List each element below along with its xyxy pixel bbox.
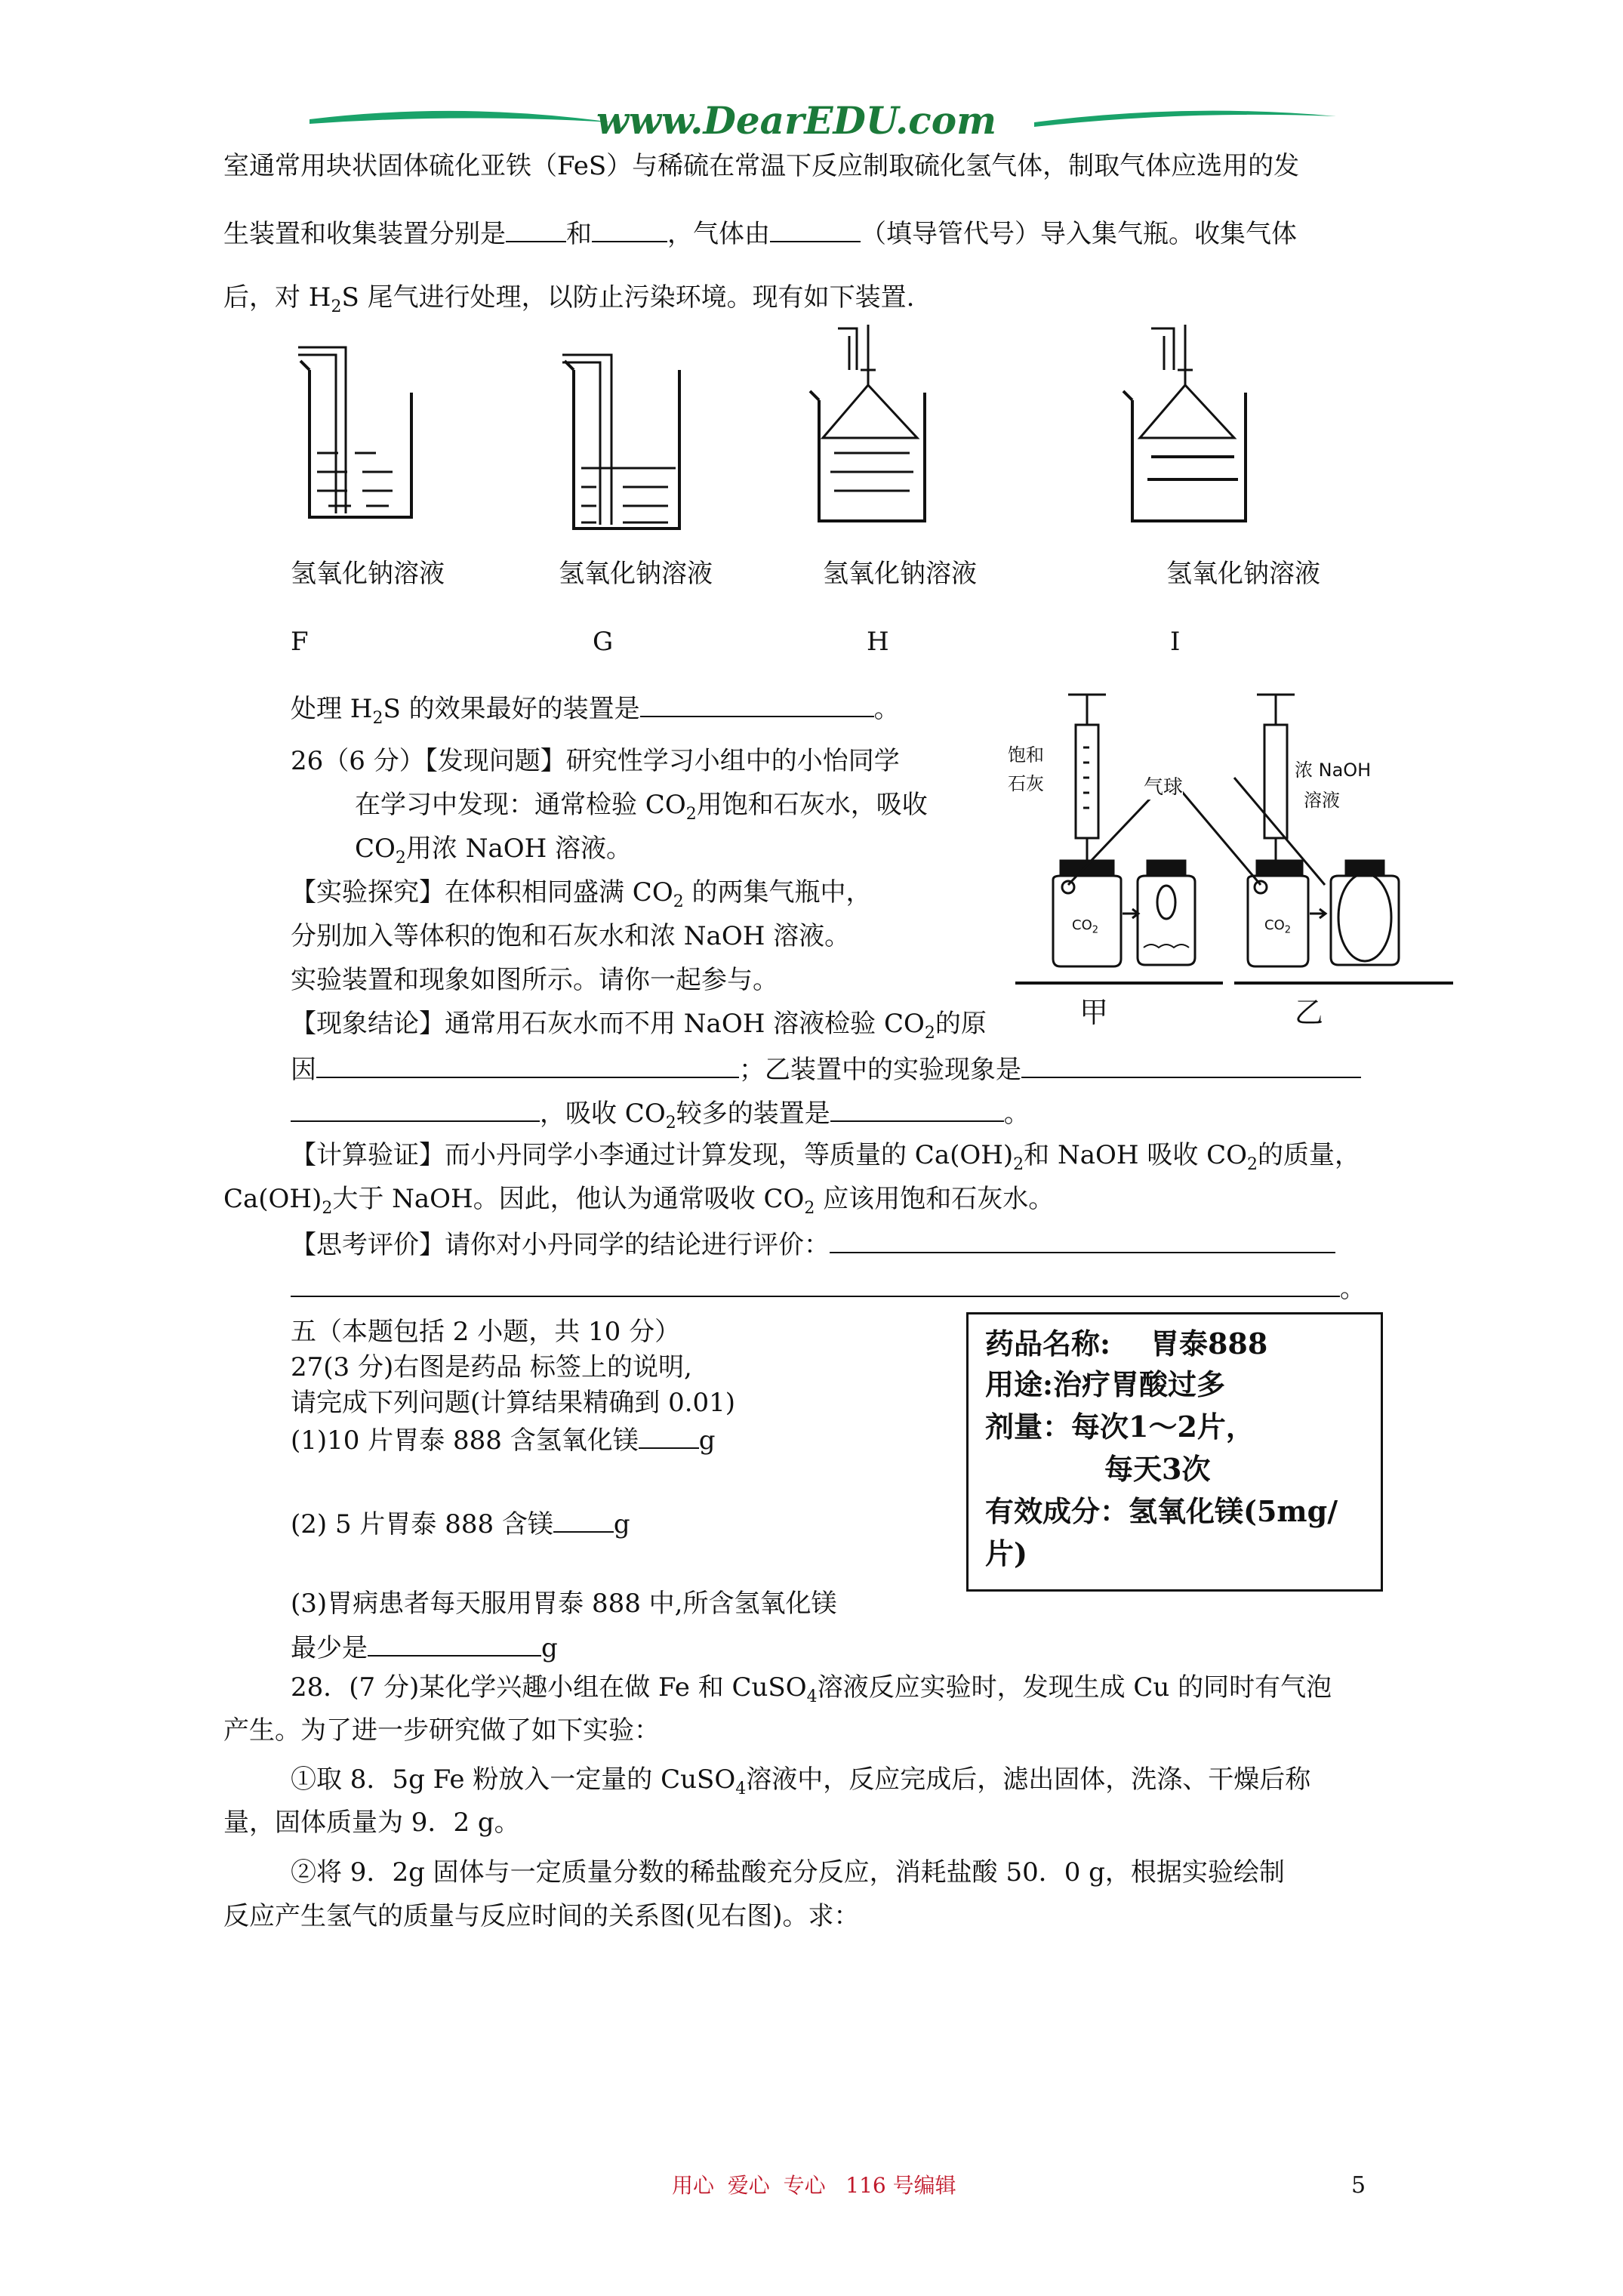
q26-line-3 <box>355 834 633 868</box>
q26-text: 用浓 NaOH 溶液。 <box>405 834 633 864</box>
q26-text: 在学习中发现：通常检验 CO <box>355 790 686 820</box>
answer-blank[interactable] <box>316 1052 739 1078</box>
apparatus-i-icon <box>1123 325 1246 521</box>
q26-line-13 <box>291 1271 1366 1304</box>
q26-line-8 <box>291 1052 1361 1085</box>
answer-blank[interactable] <box>291 1271 1340 1297</box>
apparatus-letter-g: G <box>593 627 614 657</box>
apparatus-figure <box>294 325 1366 536</box>
q27-line-6 <box>291 1631 558 1663</box>
subscript: 2 <box>1013 1154 1024 1174</box>
q26-line-1: 26（6 分）【发现问题】研究性学习小组中的小怡同学 <box>291 746 900 776</box>
fig-label-naoh: 浓 NaOH <box>1295 760 1372 781</box>
answer-blank[interactable] <box>553 1507 614 1533</box>
apparatus-letter-i: I <box>1170 627 1181 657</box>
q26-text: 因 <box>291 1055 316 1085</box>
q25-text: 和 <box>566 219 592 249</box>
subscript: 2 <box>673 892 684 911</box>
q28-text: 溶液反应实验时，发现生成 Cu 的同时有气泡 <box>817 1672 1332 1703</box>
q26-line-12 <box>291 1228 1335 1260</box>
q27-line-1: 27(3 分)右图是药品 标签上的说明, <box>291 1352 692 1382</box>
q27-text: (2) 5 片胃泰 888 含镁 <box>291 1509 553 1539</box>
q26-text: 【现象结论】通常用石灰水而不用 NaOH 溶液检验 CO <box>291 1009 925 1039</box>
co2-text: CO <box>1072 917 1092 933</box>
q28-text: 28．(7 分)某化学兴趣小组在做 Fe 和 CuSO <box>291 1672 807 1703</box>
answer-blank[interactable] <box>291 1096 540 1122</box>
q26-line-10 <box>291 1140 1361 1174</box>
q26-text: 和 NaOH 吸收 CO <box>1024 1140 1248 1170</box>
label-use: 用途:治疗胃酸过多 <box>985 1367 1226 1401</box>
subscript: 2 <box>685 804 697 824</box>
fig-label-saturated: 饱和 <box>1008 744 1044 766</box>
q28-line-6: 反应产生氢气的质量与反应时间的关系图(见右图)。求： <box>223 1901 860 1931</box>
q27-text: 最少是 <box>291 1633 368 1663</box>
subscript: 2 <box>331 297 342 316</box>
q25-text: 生装置和收集装置分别是 <box>223 219 506 249</box>
q25-text: ，气体由 <box>667 219 770 249</box>
q25-text: 后，对 H <box>223 282 331 313</box>
q26-line-6: 实验装置和现象如图所示。请你一起参与。 <box>291 965 778 995</box>
subscript: 2 <box>1247 1154 1258 1174</box>
syringe-bottle-diagram-icon <box>1008 687 1461 1019</box>
label-ingredient-1: 有效成分：氢氧化镁(5mg/ <box>985 1494 1338 1528</box>
q26-text: 【计算验证】而小丹同学小李通过计算发现，等质量的 Ca(OH) <box>291 1140 1014 1170</box>
fig-label-jia: 甲 <box>1079 996 1109 1029</box>
q26-line-11 <box>223 1184 1055 1218</box>
q26-line-9 <box>291 1096 1030 1133</box>
q26-text: ，吸收 CO <box>540 1099 666 1129</box>
answer-blank[interactable] <box>592 217 667 242</box>
subscript: 4 <box>806 1687 818 1706</box>
q26-text: 的质量， <box>1258 1140 1361 1170</box>
page-header <box>0 0 1623 143</box>
q26-text: Ca(OH) <box>223 1184 322 1214</box>
q28-line-5: ②将 9．2g 固体与一定质量分数的稀盐酸充分反应，消耗盐酸 50．0 g，根据实验绘制 <box>291 1857 1285 1888</box>
fig-label-yi: 乙 <box>1295 996 1324 1029</box>
label-dose-2: 每天3次 <box>1104 1452 1211 1486</box>
q26-text: 【实验探究】在体积相同盛满 CO <box>291 877 673 908</box>
co2-experiment-figure <box>1008 687 1461 1029</box>
apparatus-f-icon <box>298 347 411 517</box>
apparatus-letter-f: F <box>291 627 309 657</box>
answer-blank[interactable] <box>639 1423 699 1449</box>
page-number: 5 <box>1351 2172 1366 2199</box>
q27-line-2: 请完成下列问题(计算结果精确到 0.01) <box>291 1388 736 1418</box>
apparatus-label-h: 氢氧化钠溶液 <box>823 559 977 589</box>
fig-label-co2-right <box>1264 917 1292 936</box>
answer-blank[interactable] <box>830 1228 1335 1253</box>
q28-line-1 <box>291 1672 1332 1706</box>
q26-line-5: 分别加入等体积的饱和石灰水和浓 NaOH 溶液。 <box>291 921 851 951</box>
q26-text: 的原 <box>935 1009 987 1039</box>
q26-line-2 <box>355 790 928 824</box>
q26-text: 较多的装置是 <box>676 1099 830 1129</box>
apparatus-label-g: 氢氧化钠溶液 <box>559 559 713 589</box>
q25-text: （填导管代号）导入集气瓶。收集气体 <box>861 219 1297 249</box>
q25-text: 处理 H <box>291 694 373 724</box>
label-dose-1: 剂量：每次1～2片， <box>985 1410 1255 1444</box>
q27-text: g <box>698 1425 716 1456</box>
fig-label-lime: 石灰 <box>1008 773 1044 794</box>
footer-text: 用心 爱心 专心 116 号编辑 <box>672 2173 956 2198</box>
header-swoosh-right-icon <box>1034 106 1336 136</box>
subscript: 2 <box>665 1113 676 1133</box>
q27-line-3 <box>291 1423 716 1456</box>
answer-blank[interactable] <box>830 1096 1004 1122</box>
q26-text: 。 <box>1340 1274 1366 1304</box>
fig-label-co2-left <box>1072 917 1099 936</box>
q25-line-3 <box>223 282 915 316</box>
site-title[interactable]: www.DearEDU.com <box>596 98 997 143</box>
fig-label-balloon: 气球 <box>1144 772 1183 800</box>
subscript: 2 <box>1092 924 1099 936</box>
fig-label-solution: 溶液 <box>1304 790 1340 811</box>
q26-text: 用饱和石灰水，吸收 <box>696 790 928 820</box>
section-5-title: 五（本题包括 2 小题，共 10 分） <box>291 1317 681 1347</box>
subscript: 2 <box>322 1198 333 1218</box>
subscript: 2 <box>1284 924 1292 936</box>
q25-line-2 <box>223 217 1297 249</box>
q26-text: 大于 NaOH。因此，他认为通常吸收 CO <box>332 1184 805 1214</box>
subscript: 2 <box>804 1198 815 1218</box>
q25-text: S 尾气进行处理，以防止污染环境。现有如下装置. <box>341 282 915 313</box>
apparatus-letter-h: H <box>867 627 889 657</box>
label-name: 药品名称: 胃泰888 <box>985 1327 1268 1361</box>
q28-line-2: 产生。为了进一步研究做了如下实验： <box>223 1715 660 1746</box>
q27-line-5: (3)胃病患者每天服用胃泰 888 中,所含氢氧化镁 <box>291 1589 837 1619</box>
q26-line-4 <box>291 877 872 911</box>
q25-best-device <box>291 692 900 728</box>
q28-line-3 <box>291 1764 1311 1798</box>
q25-line-1: 室通常用块状固体硫化亚铁（FeS）与稀硫在常温下反应制取硫化氢气体，制取气体应选用的发 <box>223 151 1300 181</box>
q27-line-4 <box>291 1507 630 1539</box>
apparatus-label-f: 氢氧化钠溶液 <box>291 559 445 589</box>
co2-text: CO <box>1264 917 1285 933</box>
subscript: 2 <box>372 708 383 728</box>
apparatus-h-icon <box>810 325 925 521</box>
q26-text: 的两集气瓶中， <box>683 877 872 908</box>
header-swoosh-left-icon <box>310 106 611 136</box>
q27-text: (1)10 片胃泰 888 含氢氧化镁 <box>291 1425 639 1456</box>
q26-text: CO <box>355 834 396 864</box>
q26-text: 【思考评价】请你对小丹同学的结论进行评价： <box>291 1230 830 1260</box>
answer-blank[interactable] <box>368 1631 541 1657</box>
q25-text: 。 <box>873 694 900 724</box>
q26-text: ；乙装置中的实验现象是 <box>739 1055 1021 1085</box>
q28-text: 溶液中，反应完成后，滤出固体，洗涤、干燥后称 <box>746 1764 1311 1795</box>
subscript: 4 <box>735 1779 747 1798</box>
apparatus-label-i: 氢氧化钠溶液 <box>1166 559 1320 589</box>
apparatus-g-icon <box>562 355 679 529</box>
answer-blank[interactable] <box>770 217 861 242</box>
answer-blank[interactable] <box>1021 1052 1361 1078</box>
q28-line-4: 量，固体质量为 9．2 g。 <box>223 1808 520 1838</box>
q27-text: g <box>541 1633 558 1663</box>
answer-blank[interactable] <box>506 217 566 242</box>
q26-line-7 <box>291 1009 987 1043</box>
q28-text: ①取 8．5g Fe 粉放入一定量的 CuSO <box>291 1764 736 1795</box>
medicine-label-box <box>966 1312 1383 1592</box>
subscript: 2 <box>395 848 406 868</box>
q27-text: g <box>613 1509 630 1539</box>
q26-text: 应该用饱和石灰水。 <box>815 1184 1055 1214</box>
answer-blank[interactable] <box>640 692 874 717</box>
q25-text: S 的效果最好的装置是 <box>383 694 640 724</box>
subscript: 2 <box>924 1023 935 1043</box>
q26-text: 。 <box>1003 1099 1030 1129</box>
label-ingredient-2: 片) <box>985 1536 1027 1570</box>
